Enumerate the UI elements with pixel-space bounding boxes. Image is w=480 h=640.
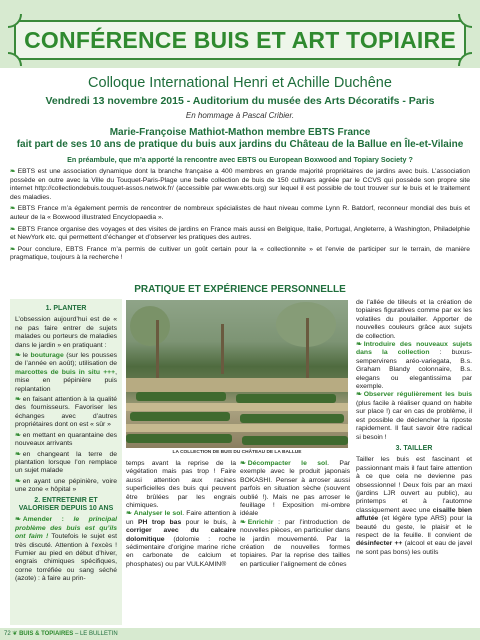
- text: . Par exemple avec le produit japonais BOKASHI. Penser à arroser aussi parfois en situation sèche (souvent oublié !). Mais ne pas arroser le feuillage ! Exposition mi-ombre idéale: [240, 460, 350, 518]
- text: , mise en pépinière puis replantation: [15, 368, 117, 393]
- intro-text: EBTS est une association dynamique dont la branche française a 400 membres en grande majorité propriétaires de jardins avec buis. L’association possède en outre avec la Ville du Touquet-Paris-Plage une belle collection de buis de 150 cultivars agréée par le CCVS qui possède son propre site internet http://collectiondebuis.touquet-assos.netwok.fr/ (accessible par www.ebts.org) sur lequel il est possible de tout trouver sur le buis et le traitement des maladies.: [10, 168, 470, 201]
- text-bold: cisaille bien affutée: [356, 506, 472, 523]
- leaf-bullet-icon: ❧: [15, 431, 21, 439]
- photo-caption: LA COLLECTION DE BUIS DU CHÂTEAU DE LA BALLUE: [172, 450, 302, 455]
- text-bold: désinfecter ++: [356, 540, 403, 548]
- leaf-bullet-icon: ❧: [10, 225, 16, 233]
- column-3: [240, 460, 350, 569]
- bullet-item: [15, 432, 117, 449]
- text-bold: Amender :: [22, 516, 74, 524]
- text: Tailler les buis est fascinant et passionnant mais il faut faire attention à ce que cela ne devienne pas obsessionnel ! Deux fois par an maxi (jardins LJR ouvert au public), au printemps et à l’automne classiquement avec une: [356, 456, 472, 514]
- text-bold: bouturage: [30, 352, 64, 360]
- boxwood-hedge: [126, 434, 232, 443]
- text: (alcool et eau de javel ne sont pas bons) les outils: [356, 540, 473, 556]
- text-bold: PH trop bas: [138, 518, 182, 526]
- page-number: 72: [4, 631, 11, 637]
- bullet-item: [15, 396, 117, 430]
- text: (et légère type ARS) pour la beauté du geste, le plaisir et le respect de la feuille. Il convient de: [356, 515, 472, 539]
- text-bold: corriger avec du calcaire dolomitique: [126, 527, 236, 543]
- publication-suffix: – LE BULLETIN: [73, 631, 118, 637]
- boxwood-hedge: [236, 394, 336, 403]
- bullet-item: [15, 451, 117, 476]
- bullet-item: [240, 519, 350, 569]
- bullet-item: [15, 352, 117, 394]
- tree-crown: [130, 306, 170, 346]
- leaf-bullet-icon: ❧: [126, 510, 132, 518]
- header-banner: [0, 0, 480, 68]
- text: en changeant la terre de plantation lorsque l’on remplace un sujet malade: [15, 450, 117, 475]
- garden-path: [126, 403, 348, 411]
- intro-text: Pour conclure, EBTS France m’a permis de cultiver un goût certain pour la « collectionnite » et l’envie de participer sur le terrain, de manière pragmatique, toujours à la recherche !: [10, 245, 470, 262]
- tree-trunk: [221, 324, 224, 374]
- intro-paragraph: [10, 246, 470, 263]
- garden-path: [126, 424, 348, 432]
- leaf-bullet-icon: ❧: [10, 245, 16, 253]
- intro-text: EBTS France organise des voyages et des visites de jardins en France mais aussi en Belgique, Italie, Portugal, Angleterre, à Washington, Philadelphie et NewYork etc. qui permettent d’échanger et d’observer les pratiques des autres.: [10, 225, 470, 242]
- intro-paragraph: [10, 226, 470, 243]
- column-4: [356, 299, 472, 557]
- footer: [4, 630, 118, 637]
- leaf-bullet-icon: ❧: [15, 516, 21, 524]
- publication-name: BUIS & TOPIAIRES: [19, 631, 74, 637]
- text: : par l’introduction de nouvelles pièces, en particulier dans le jardin mouvementé. Par la création de nouvelles formes topiaires. Par la reprise des tailles en particulier l’alignement de cônes: [240, 518, 350, 568]
- speaker-line-2: fait part de ses 10 ans de pratique du buis aux jardins du Château de la Ballue en Île-et-Vilaine: [16, 139, 464, 150]
- frame-corner: [8, 14, 22, 28]
- leaf-bullet-icon: ❧: [356, 391, 362, 399]
- text-bold: Introduire des nouveaux sujets dans la collection: [356, 341, 472, 357]
- bullet-item: [356, 391, 472, 441]
- subsection-heading: 1. PLANTER: [45, 305, 87, 312]
- paragraph: [356, 456, 472, 557]
- column-2: [126, 460, 236, 569]
- text-bold: marcottes de buis in situ +++: [15, 368, 116, 376]
- leaf-logo-icon: ❦: [12, 631, 18, 637]
- bullet-item: [356, 341, 472, 391]
- speaker-line-1: Marie-Françoise Mathiot-Mathon membre EBTS France: [109, 127, 371, 138]
- frame-corner: [8, 52, 22, 66]
- leaf-bullet-icon: ❧: [240, 518, 246, 526]
- speaker-heading: [10, 127, 470, 151]
- text: (sur les pousses de l’année en août); utilisation de: [15, 352, 117, 368]
- text: . Faire attention à un: [126, 510, 236, 526]
- leaf-bullet-icon: ❧: [10, 205, 16, 213]
- leaf-bullet-icon: ❧: [15, 352, 21, 360]
- bullet-item: [126, 510, 236, 569]
- intro-paragraph: [10, 168, 470, 202]
- tree-trunk: [306, 318, 309, 382]
- paragraph: de l’allée de tilleuls et la création de topiaires figuratives comme par ex les volatiles du poulailler. Apporter de nouvelles couleurs grâce aux sujets de collection.: [356, 299, 472, 340]
- leaf-bullet-icon: ❧: [15, 396, 21, 404]
- bullet-item: [240, 460, 350, 519]
- text: (plus facile à réaliser quand on habite sur place !) car en cas de problème, il est possible de déclencher la riposte rapidement. Il faut savoir être radical si besoin !: [356, 399, 472, 441]
- text-bold-italic: le principal problème des buis est qu’ils ont faim !: [15, 516, 117, 541]
- event-subtitle: Vendredi 13 novembre 2015 - Auditorium du musée des Arts Décoratifs - Paris: [45, 95, 435, 107]
- frame-corner: [458, 52, 472, 66]
- text: en faisant attention à la qualité des fournisseurs. Favoriser les échanges avec d’autres propriétaires dont on est « sûr »: [15, 396, 117, 429]
- leaf-bullet-icon: ❧: [240, 460, 246, 467]
- text-bold: Décompacter le sol: [247, 460, 328, 467]
- subsection-heading: 2. ENTRETENIR ET VALORISER DEPUIS 10 ANS: [18, 496, 114, 512]
- intro-paragraphs: [10, 168, 470, 266]
- paragraph: L’obsession aujourd’hui est de « ne pas faire entrer de sujets malades ou porteurs de maladies dans le jardin » en pratiquant :: [15, 316, 117, 349]
- leaf-bullet-icon: ❧: [15, 450, 21, 458]
- intro-paragraph: [10, 205, 470, 222]
- boxwood-hedge: [130, 412, 230, 421]
- preamble-question: En préambule, que m’a apporté la rencontre avec EBTS ou European Boxwood and Topiary Society ?: [67, 155, 413, 164]
- bullet-item: [15, 516, 117, 583]
- garden-photo: [126, 300, 348, 448]
- garden-path: [126, 378, 348, 392]
- text: pour le buis, à: [181, 518, 236, 526]
- title-frame: [14, 20, 466, 60]
- boxwood-hedge: [240, 414, 344, 423]
- leaf-bullet-icon: ❧: [10, 168, 16, 175]
- text: le: [22, 352, 31, 360]
- paragraph: temps avant la reprise de la végétation mais pas trop ! Faire aussi attention aux racines superficielles des buis qui peuvent être brûlées par les engrais chimiques.: [126, 460, 236, 510]
- text: en ayant une pépinière, voire une zone « hôpital »: [15, 477, 117, 494]
- text: (dolomie : roche sédimentaire d’origine marine riche en carbonate de calcium et phosphates) ou par VULKAMIN®: [126, 535, 236, 568]
- intro-text: EBTS France m’a également permis de rencontrer de nombreux spécialistes de haut niveau comme Lynn R. Batdorf, reconneur mondial des buis et auteur de la « Boxwood illustrated Encyclopaedia ».: [10, 205, 470, 221]
- bullet-item: [15, 478, 117, 495]
- text-bold: Analyser le sol: [133, 510, 183, 518]
- text: en mettant en quarantaine des nouveaux arrivants: [15, 431, 117, 448]
- leaf-bullet-icon: ❧: [356, 341, 362, 349]
- leaf-bullet-icon: ❧: [15, 477, 21, 485]
- text-bold: Enrichir: [247, 518, 274, 526]
- boxwood-hedge: [242, 436, 348, 445]
- column-planter: [10, 299, 122, 625]
- subsection-heading: 3. TAILLER: [395, 444, 433, 452]
- hommage-line: En hommage à Pascal Cribier.: [185, 111, 295, 120]
- text: Toutefois le sujet est très discuté. Attention à l’excès ! Fumier au pied en début d’hiver, engrais chimiques spécifiques, corne torréfiée ou sang séché (azote) : à faire au prin-: [15, 533, 117, 583]
- page-title: CONFÉRENCE BUIS ET ART TOPIAIRE: [24, 26, 456, 53]
- frame-corner: [458, 14, 472, 28]
- text-bold: Observer régulièrement les buis: [363, 391, 472, 399]
- colloque-title: Colloque International Henri et Achille Duchêne: [88, 75, 392, 91]
- section-title: PRATIQUE ET EXPÉRIENCE PERSONNELLE: [134, 284, 346, 295]
- boxwood-hedge: [136, 392, 226, 401]
- tree-trunk: [156, 320, 159, 380]
- text: : buxus-sempervirens aréo-variegata, B.s. Graham Blandy colonnaire, B.s. elegans ou elegantissima par exemple.: [356, 349, 472, 391]
